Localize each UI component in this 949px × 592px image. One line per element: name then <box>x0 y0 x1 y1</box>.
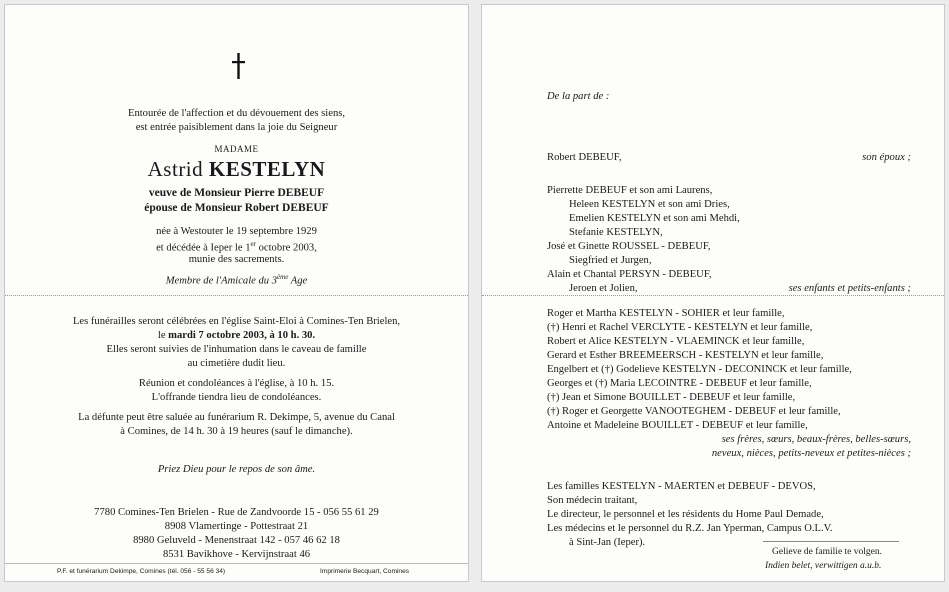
siblings-role-2: neveux, nièces, petits-neveux et petites-nièces ; <box>711 448 911 459</box>
member-text: Membre de l'Amicale du 3 <box>165 275 278 287</box>
left-page <box>4 4 469 582</box>
sibling-1: Roger et Martha KESTELYN - SOHIER et leur famille, <box>547 308 785 319</box>
sibling-4: Gerard et Esther BREEMEERSCH - KESTELYN et leur famille, <box>547 350 824 361</box>
born-line: née à Westouter le 19 septembre 1929 <box>156 226 317 237</box>
spouse-name: Robert DEBEUF, <box>547 152 622 163</box>
intro-line-2: est entrée paisiblement dans la joie du Seigneur <box>135 122 338 133</box>
address-line-4: 8531 Bavikhove - Kervijnstraat 46 <box>162 549 311 560</box>
note-line-2: Indien belet, verwittigen a.u.b. <box>765 561 882 571</box>
other-1: Les familles KESTELYN - MAERTEN et DEBEUF - DEVOS, <box>547 481 816 492</box>
child-2: Heleen KESTELYN et son ami Dries, <box>569 199 730 210</box>
funeral-line-4: au cimetière dudit lieu. <box>187 358 286 369</box>
funeral-line-2 <box>5 330 468 341</box>
member-text-end: Age <box>288 275 308 287</box>
died-text-end: octobre 2003, <box>255 242 317 254</box>
child-3: Emelien KESTELYN et son ami Mehdi, <box>569 213 740 224</box>
reunion-line-2: L'offrande tiendra lieu de condoléances. <box>151 392 322 403</box>
deceased-name <box>5 157 468 182</box>
title-madame: MADAME <box>214 144 259 154</box>
died-text: et décédée à Ieper le 1 <box>156 242 251 254</box>
right-page <box>481 4 945 582</box>
separator <box>5 295 468 296</box>
widow-line: veuve de Monsieur Pierre DEBEUF <box>148 187 325 199</box>
other-2: Son médecin traitant, <box>547 495 638 506</box>
last-name: KESTELYN <box>208 157 326 181</box>
spouse-role: son époux ; <box>862 152 911 163</box>
funeral-line-1: Les funérailles seront célébrées en l'église Saint-Eloi à Comines-Ten Brielen, <box>72 316 401 327</box>
child-1: Pierrette DEBEUF et son ami Laurens, <box>547 185 713 196</box>
other-3: Le directeur, le personnel et les résidents du Home Paul Demade, <box>547 509 824 520</box>
children-role: ses enfants et petits-enfants ; <box>788 283 911 294</box>
sibling-8: (†) Roger et Georgette VANOOTEGHEM - DEBEUF et leur famille, <box>547 406 841 417</box>
member-sup: ème <box>277 273 289 281</box>
address-line-2: 8908 Vlamertinge - Pottestraat 21 <box>164 521 309 532</box>
sibling-6: Georges et (†) Maria LECOINTRE - DEBEUF et leur famille, <box>547 378 812 389</box>
viewing-line-2: à Comines, de 14 h. 30 à 19 heures (sauf le dimanche). <box>120 426 353 437</box>
funeral-date: mardi 7 octobre 2003, à 10 h. 30. <box>168 330 316 341</box>
from-label: De la part de : <box>547 91 610 102</box>
child-8: Jeroen et Jolien, <box>569 283 638 294</box>
footer-printer: Imprimerie Becquart, Comines <box>320 568 410 575</box>
member-line <box>5 273 468 287</box>
sibling-3: Robert et Alice KESTELYN - VLAEMINCK et leur famille, <box>547 336 805 347</box>
footer-funeral-home: P.F. et funérarium Dekimpe, Comines (tél. 056 - 55 56 34) <box>57 568 226 575</box>
child-4: Stefanie KESTELYN, <box>569 227 663 238</box>
cross-icon <box>232 53 245 79</box>
viewing-line-1: La défunte peut être saluée au funérarium R. Dekimpe, 5, avenue du Canal <box>78 412 395 423</box>
sibling-2: (†) Henri et Rachel VERCLYTE - KESTELYN et leur famille, <box>547 322 813 333</box>
note-line-1: Gelieve de familie te volgen. <box>772 547 882 557</box>
spouse-line: épouse de Monsieur Robert DEBEUF <box>144 202 329 214</box>
died-line <box>5 240 468 254</box>
child-7: Alain et Chantal PERSYN - DEBEUF, <box>547 269 712 280</box>
footer-rule <box>5 563 468 564</box>
child-5: José et Ginette ROUSSEL - DEBEUF, <box>547 241 711 252</box>
died-sup: er <box>250 240 256 248</box>
intro-line-1: Entourée de l'affection et du dévouement des siens, <box>127 108 346 119</box>
separator-right <box>482 295 944 296</box>
address-line-1: 7780 Comines-Ten Brielen - Rue de Zandvoorde 15 - 056 55 61 29 <box>94 507 379 518</box>
sibling-5: Engelbert et (†) Godelieve KESTELYN - DECONINCK et leur famille, <box>547 364 852 375</box>
funeral-pre: le <box>157 330 169 341</box>
address-line-3: 8980 Geluveld - Menenstraat 142 - 057 46 62 18 <box>133 535 340 546</box>
prayer-line: Priez Dieu pour le repos de son âme. <box>157 464 316 475</box>
other-4: Les médecins et le personnel du R.Z. Jan Yperman, Campus O.L.V. <box>547 523 833 534</box>
other-5: à Sint-Jan (Ieper). <box>569 537 646 548</box>
note-rule <box>763 541 899 542</box>
first-name: Astrid <box>147 157 204 181</box>
reunion-line-1: Réunion et condoléances à l'église, à 10 h. 15. <box>138 378 335 389</box>
child-6: Siegfried et Jurgen, <box>569 255 652 266</box>
siblings-role-1: ses frères, sœurs, beaux-frères, belles-sœurs, <box>721 434 911 445</box>
sibling-7: (†) Jean et Simone BOUILLET - DEBEUF et leur famille, <box>547 392 796 403</box>
funeral-line-3: Elles seront suivies de l'inhumation dans le caveau de famille <box>106 344 367 355</box>
sacraments-line: munie des sacrements. <box>188 254 285 265</box>
sibling-9: Antoine et Madeleine BOUILLET - DEBEUF et leur famille, <box>547 420 808 431</box>
